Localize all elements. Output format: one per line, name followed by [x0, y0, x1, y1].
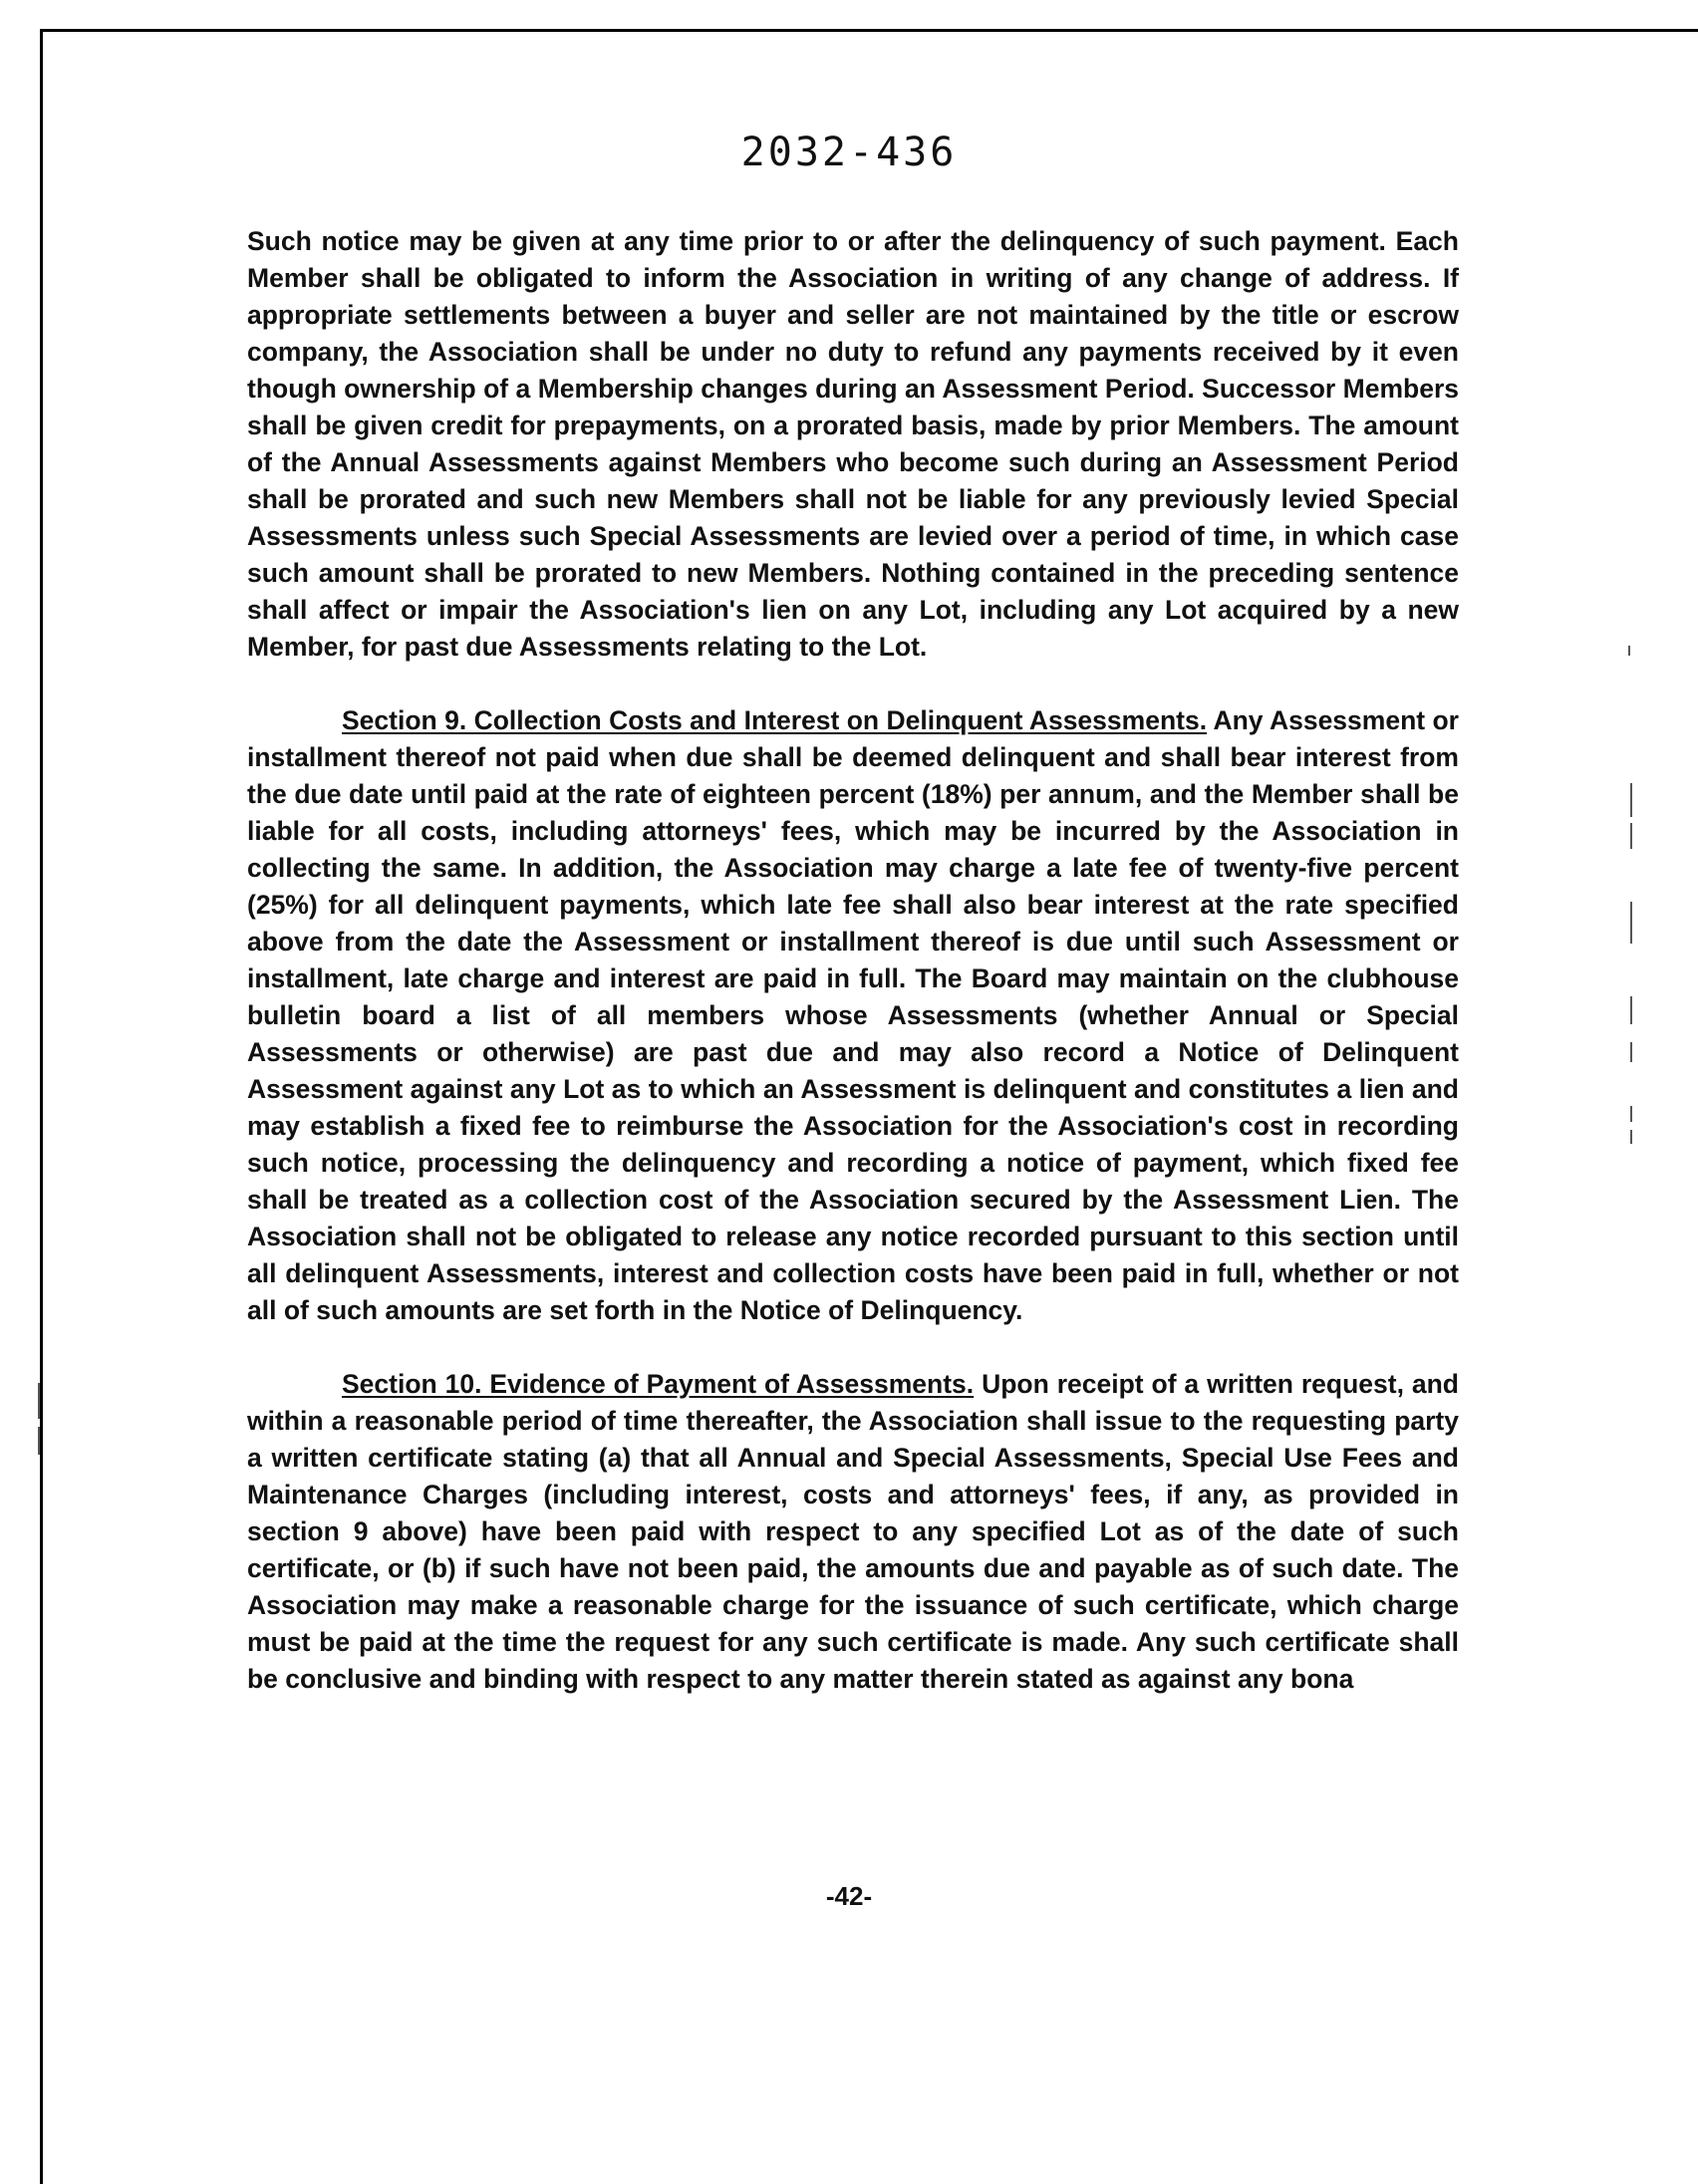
section-9-heading: Section 9. Collection Costs and Interest on Delinquent Assessments. — [342, 705, 1208, 735]
section-9-paragraph — [247, 702, 1459, 1329]
margin-speck — [1630, 783, 1632, 817]
intro-paragraph: Such notice may be given at any time prior to or after the delinquency of such payment. Each Member shall be obligated to inform the Association in writing of any change of address. If appropriate settlements between a buyer and seller are not maintained by the title or escrow company, the Association shall be under no duty to refund any payments received by it even though ownership of a Membership changes during an Assessment Period. Successor Members shall be given credit for prepayments, on a prorated basis, made by prior Members. The amount of the Annual Assessments against Members who become such during an Assessment Period shall be prorated and such new Members shall not be liable for any previously levied Special Assessments unless such Special Assessments are levied over a period of time, in which case such amount shall be prorated to new Members. Nothing contained in the preceding sentence shall affect or impair the Association's lien on any Lot, including any Lot acquired by a new Member, for past due Assessments relating to the Lot. — [247, 226, 1459, 662]
margin-speck — [1630, 823, 1632, 849]
section-10-heading: Section 10. Evidence of Payment of Assessments. — [342, 1369, 975, 1399]
section-10-text: Upon receipt of a written request, and within a reasonable period of time thereafter, the Association shall issue to the requesting party a written certificate stating (a) that all Annual and Special Assessments, Special Use Fees and Maintenance Charges (including interest, costs and attorneys' fees, if any, as provided in section 9 above) have been paid with respect to any specified Lot as of the date of such certificate, or (b) if such have not been paid, the amounts due and payable as of such date. The Association may make a reasonable charge for the issuance of such certificate, which charge must be paid at the time the request for any such certificate is made. Any such certificate shall be conclusive and binding with respect to any matter therein stated as against any bona — [247, 1369, 1459, 1694]
section-9-text: Any Assessment or installment thereof not paid when due shall be deemed delinquent and shall bear interest from the due date until paid at the rate of eighteen percent (18%) per annum, and the Member shall be liable for all costs, including attorneys' fees, which may be incurred by the Association in collecting the same. In addition, the Association may charge a late fee of twenty-five percent (25%) for all delinquent payments, which late fee shall also bear interest at the rate specified above from the date the Assessment or installment thereof is due until such Assessment or installment, late charge and interest are paid in full. The Board may maintain on the clubhouse bulletin board a list of all members whose Assessments (whether Annual or Special Assessments or otherwise) are past due and may also record a Notice of Delinquent Assessment against any Lot as to which an Assessment is delinquent and constitutes a lien and may establish a fixed fee to reimburse the Association for the Association's cost in recording such notice, processing the delinquency and recording a notice of payment, which fixed fee shall be treated as a collection cost of the Association secured by the Assessment Lien. The Association shall not be obligated to release any notice recorded pursuant to this section until all delinquent Assessments, interest and collection costs have been paid in full, whether or not all of such amounts are set forth in the Notice of Delinquency. — [247, 705, 1459, 1325]
section-10-paragraph — [247, 1366, 1459, 1698]
scan-border-top — [40, 29, 1698, 32]
page-number: -42- — [825, 1881, 873, 1911]
margin-speck — [1630, 996, 1632, 1024]
margin-speck — [38, 1427, 40, 1455]
margin-speck — [1630, 1106, 1632, 1122]
margin-speck — [1628, 646, 1630, 656]
margin-speck — [1630, 902, 1632, 944]
margin-speck — [38, 1383, 40, 1419]
scan-border-left — [40, 29, 43, 2184]
document-number: 2032-436 — [740, 130, 958, 175]
margin-speck — [1630, 1130, 1632, 1144]
margin-speck — [1630, 1042, 1632, 1062]
page-body — [247, 223, 1459, 1698]
